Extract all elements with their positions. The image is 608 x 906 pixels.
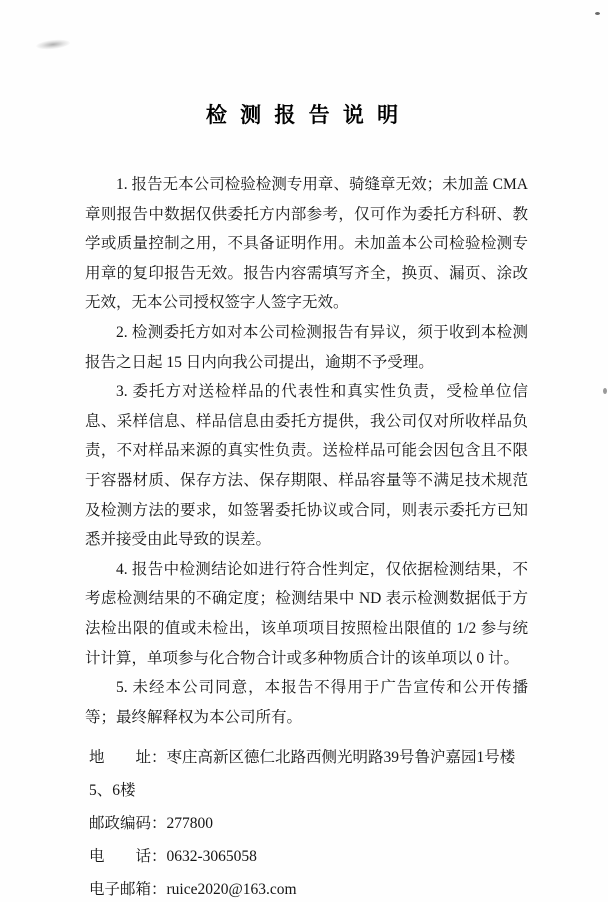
contact-address: 地 址：枣庄高新区德仁北路西侧光明路39号鲁沪嘉园1号楼5、6楼 xyxy=(89,749,516,800)
notice-paragraph-1: 1. 报告无本公司检验检测专用章、骑缝章无效；未加盖 CMA 章则报告中数据仅供委托方内部参考，仅可作为委托方科研、教学或质量控制之用，不具备证明作用。未加盖本公司检验检测专用章的复印报告无效。报告内容需填写齐全，换页、漏页、涂改无效，无本公司授权签字人签字无效。 xyxy=(85,176,528,312)
contact-email: 电子邮箱：ruice2020@163.com xyxy=(89,881,297,899)
contact-postcode: 邮政编码：277800 xyxy=(89,815,214,833)
scan-speck-artifact xyxy=(603,388,607,394)
scan-speck-artifact xyxy=(595,12,600,15)
contact-phone: 电 话：0632-3065058 xyxy=(89,848,257,866)
notice-paragraph-3: 3. 委托方对送检样品的代表性和真实性负责，受检单位信息、采样信息、样品信息由委托方提供，我公司仅对所收样品负责，不对样品来源的真实性负责。送检样品可能会因包含且不限于容器材质、保存方法、保存期限、样品容量等不满足技术规范及检测方法的要求，如签署委托协议或合同，则表示委托方已知悉并接受由此导致的误差。 xyxy=(85,383,528,549)
notice-paragraph-2: 2. 检测委托方如对本公司检测报告有异议，须于收到本检测报告之日起 15 日内向我公司提出，逾期不予受理。 xyxy=(85,323,528,371)
page-title: 检 测 报 告 说 明 xyxy=(205,103,403,127)
notice-paragraph-5: 5. 未经本公司同意，本报告不得用于广告宣传和公开传播等；最终解释权为本公司所有。 xyxy=(85,679,528,726)
document-body xyxy=(0,128,608,906)
notice-paragraph-4: 4. 报告中检测结论如进行符合性判定，仅依据检测结果，不考虑检测结果的不确定度；检测结果中 ND 表示检测数据低于方法检出限的值或未检出，该单项项目按照检出限值的 1/2 参与统计计算，单项参与化合物合计或多种物质合计的该单项以 0 计。 xyxy=(85,560,528,667)
contact-block xyxy=(85,741,528,906)
